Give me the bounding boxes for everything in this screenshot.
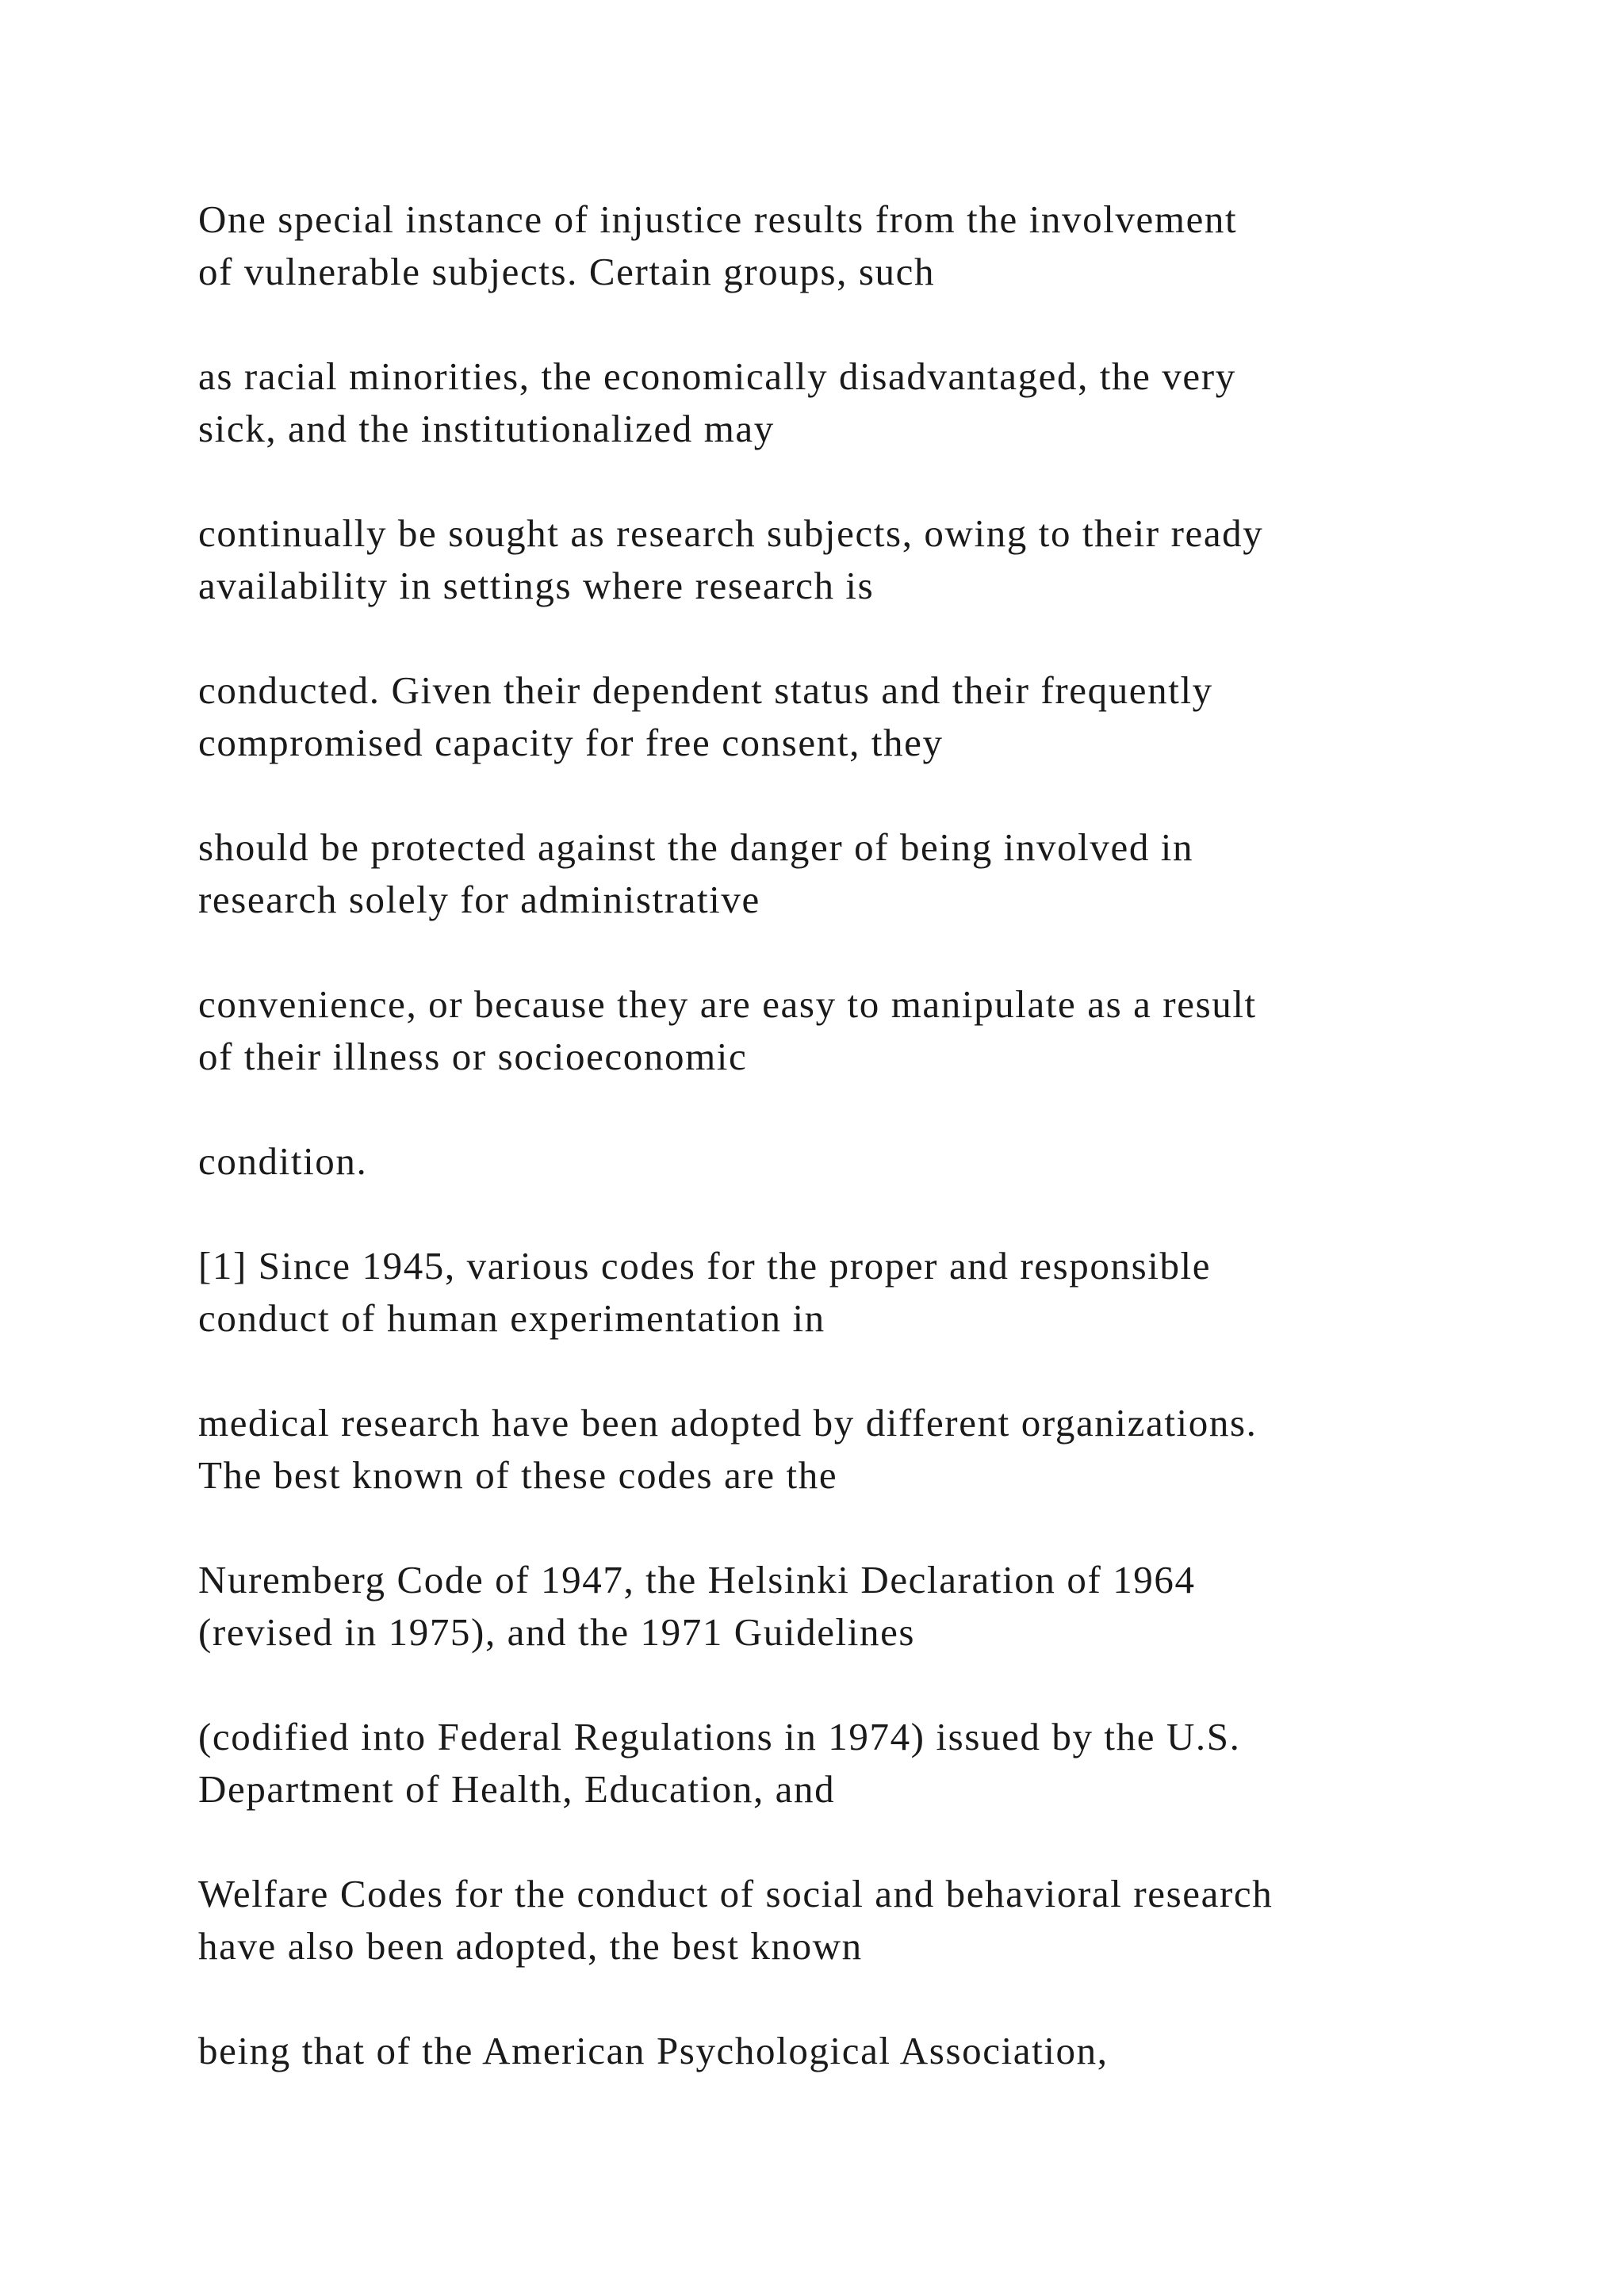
document-page xyxy=(198,193,1507,2130)
paragraph xyxy=(198,507,1507,612)
paragraph xyxy=(198,821,1507,926)
paragraph xyxy=(198,1868,1507,1973)
text-line: research solely for administrative xyxy=(198,878,760,921)
text-line: Department of Health, Education, and xyxy=(198,1767,836,1811)
text-line: being that of the American Psychological Association, xyxy=(198,2029,1109,2072)
text-line: conducted. Given their dependent status and their frequently xyxy=(198,668,1213,712)
paragraph xyxy=(198,978,1507,1083)
text-line: medical research have been adopted by different organizations. xyxy=(198,1401,1258,1445)
paragraph xyxy=(198,1135,1507,1188)
text-line: continually be sought as research subjects, owing to their ready xyxy=(198,511,1264,555)
paragraph xyxy=(198,350,1507,455)
text-line: One special instance of injustice results from the involvement xyxy=(198,197,1238,241)
text-line: availability in settings where research is xyxy=(198,564,875,607)
text-line: (revised in 1975), and the 1971 Guidelines xyxy=(198,1610,916,1654)
paragraph xyxy=(198,2025,1507,2077)
text-line: conduct of human experimentation in xyxy=(198,1296,825,1340)
paragraph xyxy=(198,193,1507,298)
text-line: Nuremberg Code of 1947, the Helsinki Declaration of 1964 xyxy=(198,1558,1196,1601)
paragraph xyxy=(198,664,1507,769)
text-line: (codified into Federal Regulations in 1974) issued by the U.S. xyxy=(198,1715,1241,1758)
text-line: as racial minorities, the economically disadvantaged, the very xyxy=(198,354,1236,398)
text-line: compromised capacity for free consent, they xyxy=(198,721,944,764)
text-line: of vulnerable subjects. Certain groups, such xyxy=(198,250,936,293)
paragraph xyxy=(198,1554,1507,1659)
text-line: [1] Since 1945, various codes for the proper and responsible xyxy=(198,1244,1212,1288)
paragraph xyxy=(198,1397,1507,1502)
text-line: sick, and the institutionalized may xyxy=(198,407,775,450)
text-line: of their illness or socioeconomic xyxy=(198,1035,748,1078)
text-line: condition. xyxy=(198,1139,368,1183)
text-line: The best known of these codes are the xyxy=(198,1453,838,1497)
footnote-paragraph xyxy=(198,1240,1507,1345)
text-line: should be protected against the danger of being involved in xyxy=(198,825,1194,869)
text-line: have also been adopted, the best known xyxy=(198,1924,863,1968)
paragraph xyxy=(198,1711,1507,1816)
text-line: Welfare Codes for the conduct of social and behavioral research xyxy=(198,1872,1274,1915)
text-line: convenience, or because they are easy to manipulate as a result xyxy=(198,982,1257,1026)
